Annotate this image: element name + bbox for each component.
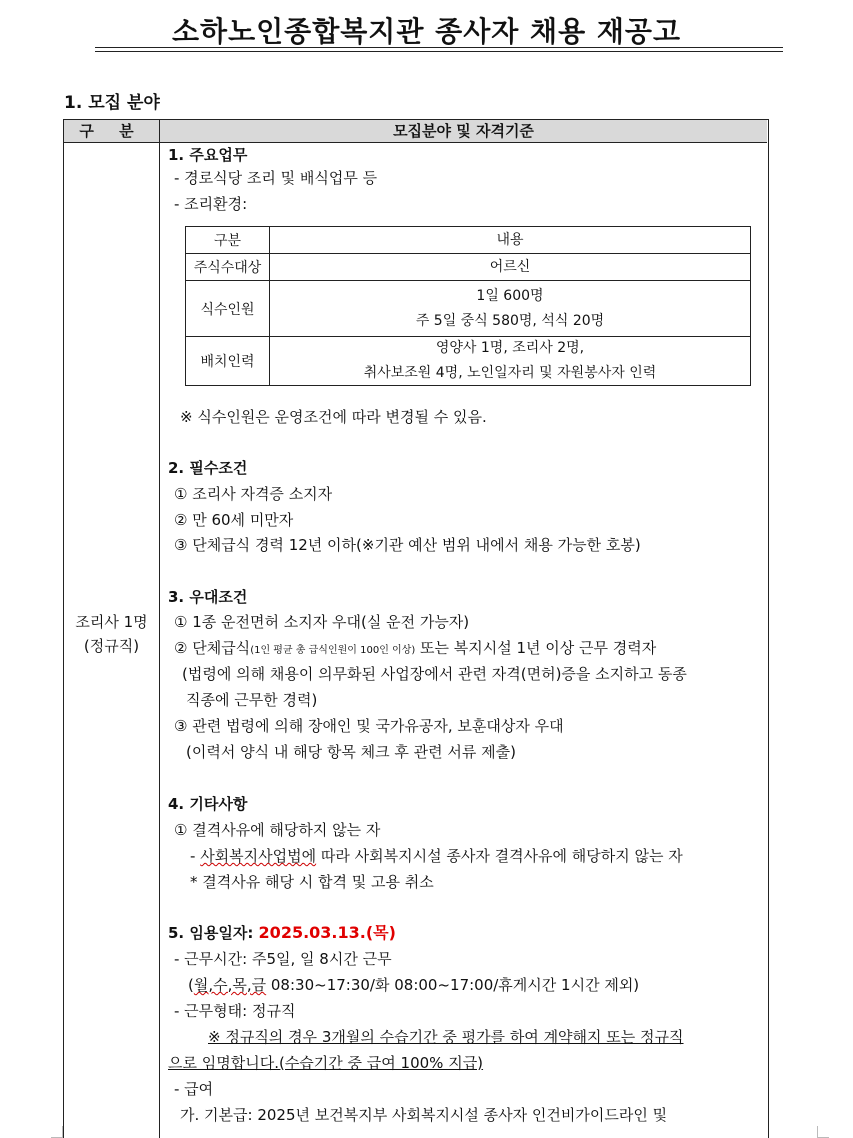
appointment-line bbox=[168, 923, 396, 943]
env-value-line: 1일 600명 bbox=[476, 287, 544, 304]
position-label bbox=[64, 610, 159, 658]
preferred-item bbox=[174, 638, 656, 661]
page-corner-mark bbox=[817, 1126, 829, 1138]
law-name: 사회복지사업법에 bbox=[200, 847, 317, 865]
env-table-row bbox=[186, 281, 750, 337]
env-row-value bbox=[270, 337, 750, 385]
other-heading: 4. 기타사항 bbox=[168, 795, 248, 813]
position-title: 조리사 1명 bbox=[75, 613, 148, 631]
preferred-item: ① 1종 운전면허 소지자 우대(실 운전 가능자) bbox=[174, 613, 470, 631]
env-value-line: 취사보조원 4명, 노인일자리 및 자원봉사자 인력 bbox=[363, 365, 657, 381]
probation-note: ※ 정규직의 경우 3개월의 수습기간 중 평가를 하여 계약해지 또는 정규직 bbox=[208, 1028, 684, 1046]
page-title: 소하노인종합복지관 종사자 채용 재공고 bbox=[171, 15, 682, 48]
kitchen-environment-table bbox=[185, 226, 751, 386]
env-header-content: 내용 bbox=[496, 231, 524, 248]
other-subitem-prefix: - bbox=[190, 847, 201, 865]
preferred-item: ③ 관련 법령에 의해 장애인 및 국가유공자, 보훈대상자 우대 bbox=[174, 717, 564, 735]
env-table-row bbox=[186, 337, 750, 385]
duties-heading: 1. 주요업무 bbox=[168, 146, 248, 164]
column-divider bbox=[159, 143, 160, 1138]
table-header bbox=[64, 120, 767, 143]
other-item: ① 결격사유에 해당하지 않는 자 bbox=[174, 821, 381, 839]
position-type: (정규직) bbox=[83, 637, 140, 655]
env-row-value bbox=[270, 281, 750, 336]
env-value-line: 주 5일 중식 580명, 석식 20명 bbox=[415, 312, 605, 329]
work-hours-paren: ( bbox=[188, 976, 194, 994]
required-item: ① 조리사 자격증 소지자 bbox=[174, 485, 333, 503]
title-divider-secondary bbox=[95, 51, 783, 52]
env-row-value bbox=[270, 254, 750, 280]
preferred-heading: 3. 우대조건 bbox=[168, 588, 248, 606]
duties-item: - 경로식당 조리 및 배식업무 등 bbox=[174, 169, 378, 187]
env-value-line: 영양사 1명, 조리사 2명, bbox=[435, 340, 585, 356]
preferred-item-text: ② 단체급식 bbox=[174, 639, 251, 657]
page-corner-mark bbox=[51, 1126, 63, 1138]
section-heading: 1. 모집 분야 bbox=[64, 93, 160, 113]
probation-note: 으로 임명합니다.(수습기간 중 급여 100% 지급) bbox=[168, 1054, 484, 1072]
preferred-item-detail: 직종에 근무한 경력) bbox=[186, 691, 318, 709]
preferred-item-note: (1인 평균 총 급식인원이 100인 이상) bbox=[250, 645, 416, 656]
header-category: 구 분 bbox=[79, 122, 144, 140]
env-row-label: 배치인력 bbox=[186, 337, 270, 385]
appointment-heading: 5. 임용일자: bbox=[168, 924, 259, 942]
other-subitem: * 결격사유 해당 시 합격 및 고용 취소 bbox=[190, 873, 434, 891]
other-subitem bbox=[190, 846, 683, 866]
env-value-line: 어르신 bbox=[489, 258, 531, 275]
required-item: ③ 단체급식 경력 12년 이하(※기관 예산 범위 내에서 채용 가능한 호봉) bbox=[174, 536, 641, 554]
env-header-category: 구분 bbox=[186, 227, 270, 253]
other-subitem-text: 따라 사회복지시설 종사자 결격사유에 해당하지 않는 자 bbox=[316, 847, 683, 865]
preferred-item-text: 또는 복지시설 1년 이상 근무 경력자 bbox=[415, 639, 657, 657]
env-row-label: 식수인원 bbox=[186, 281, 270, 336]
duties-note: ※ 식수인원은 운영조건에 따라 변경될 수 있음. bbox=[180, 408, 487, 426]
work-hours-text: 08:30~17:30/화 08:00~17:00/휴게시간 1시간 제외) bbox=[266, 976, 640, 994]
title-divider bbox=[95, 47, 783, 48]
work-hours: - 근무시간: 주5일, 일 8시간 근무 bbox=[174, 950, 392, 968]
header-criteria: 모집분야 및 자격기준 bbox=[159, 120, 767, 143]
env-table-row bbox=[186, 254, 750, 281]
work-days: 월,수,목,금 bbox=[193, 976, 267, 994]
salary-item: 가. 기본급: 2025년 보건복지부 사회복지시설 종사자 인건비가이드라인 및 bbox=[180, 1106, 668, 1124]
appointment-date: 2025.03.13.(목) bbox=[258, 923, 396, 942]
env-table-header bbox=[186, 227, 750, 254]
work-hours-detail bbox=[188, 975, 639, 995]
env-row-label: 주식수대상 bbox=[186, 254, 270, 280]
duties-item: - 조리환경: bbox=[174, 195, 248, 213]
required-item: ② 만 60세 미만자 bbox=[174, 511, 294, 529]
work-type: - 근무형태: 정규직 bbox=[174, 1002, 296, 1020]
salary-heading: - 급여 bbox=[174, 1080, 214, 1098]
preferred-item-detail: (이력서 양식 내 해당 항목 체크 후 관련 서류 제출) bbox=[186, 743, 516, 761]
preferred-item-detail: (법령에 의해 채용이 의무화된 사업장에서 관련 자격(면허)증을 소지하고 동종 bbox=[182, 665, 687, 683]
required-heading: 2. 필수조건 bbox=[168, 459, 248, 477]
